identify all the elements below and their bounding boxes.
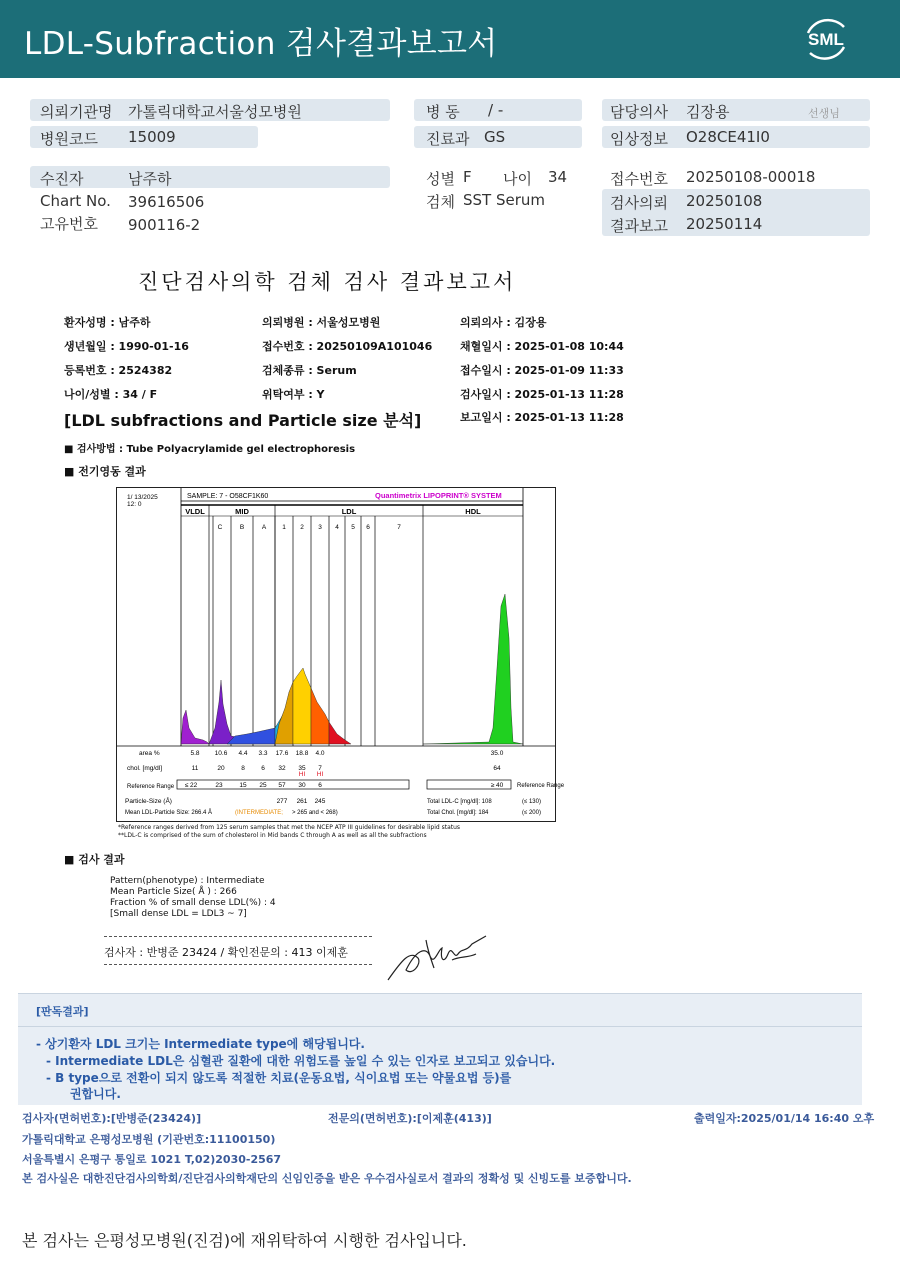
age-label: 나이	[503, 170, 532, 188]
signer-divider-top	[104, 936, 372, 937]
area-value: 3.3	[258, 750, 268, 757]
band-sub-label: B	[239, 524, 245, 531]
consign-line: 위탁여부 : Y	[262, 388, 325, 401]
printed-date: 출력일자:2025/01/14 16:40 오후	[694, 1112, 875, 1125]
band-sub-label: 4	[335, 524, 339, 531]
ref-row-label-right: Reference Range	[517, 783, 565, 789]
receipt-no-line: 접수번호 : 20250109A101046	[262, 340, 433, 353]
unique-no-value: 900116-2	[128, 216, 201, 234]
sex-label: 성별	[426, 170, 455, 188]
chart-note-1: *Reference ranges derived from 125 serum samples that met the NCEP ATP III guidelines for desirable lipid status	[118, 824, 461, 831]
receipt-time-line: 접수일시 : 2025-01-09 11:33	[460, 364, 624, 377]
band-sub-label: 6	[366, 524, 370, 531]
total-chol-ref: (≤ 200)	[522, 810, 541, 816]
sex-value: F	[463, 168, 472, 186]
test-time-line: 검사일시 : 2025-01-13 11:28	[460, 388, 624, 401]
ref-value: ≥ 40	[490, 782, 504, 789]
judgement-divider	[18, 1026, 862, 1027]
band-sub-label: 2	[300, 524, 304, 531]
req-doctor-line: 의뢰의사 : 김장용	[460, 316, 547, 329]
chol-value: 35	[298, 765, 306, 772]
sml-logo	[800, 13, 852, 65]
lipoprint-svg	[117, 488, 565, 821]
collect-time-line: 채혈일시 : 2025-01-08 10:44	[460, 340, 624, 353]
area-value: 18.8	[295, 750, 309, 757]
hospital-code-value: 15009	[128, 128, 176, 146]
size-row-label: Particle-Size (Å)	[125, 798, 172, 805]
band-label-ldl: LDL	[341, 507, 357, 516]
clinical-value: O28CE41I0	[686, 128, 770, 146]
result-heading: ■ 검사 결과	[64, 853, 125, 866]
ref-row-label: Reference Range	[127, 784, 175, 790]
band-label-vldl: VLDL	[185, 507, 205, 516]
chol-row-label: chol. [mg/dl]	[127, 765, 163, 772]
band-sub-label: A	[261, 524, 267, 531]
judgement-heading: [판독결과]	[36, 1005, 89, 1018]
chol-value: 8	[241, 765, 245, 772]
mean-type: (INTERMEDIATE;	[235, 810, 283, 816]
mean-size-label: Mean LDL-Particle Size: 266.4 Å	[125, 810, 213, 816]
judgement-panel	[18, 993, 862, 1105]
footer-hospital: 가톨릭대학교 은평성모병원 (기관번호:11100150)	[22, 1133, 276, 1146]
examiner-license: 검사자(면허번호):[반병준(23424)]	[22, 1112, 202, 1125]
area-value: 10.6	[214, 750, 228, 757]
signer-divider-bottom	[104, 964, 372, 965]
area-value: 5.8	[190, 750, 200, 757]
chol-value: 6	[261, 765, 265, 772]
total-chol: Total Chol. [mg/dl]: 184	[427, 810, 489, 816]
size-value: 277	[276, 798, 288, 805]
peak-ldl5	[329, 722, 351, 744]
peak-mid-b	[227, 728, 275, 744]
result-pattern: Pattern(phenotype) : Intermediate	[110, 876, 265, 886]
ward-value: / -	[488, 101, 504, 119]
band-sub-label: 7	[397, 524, 401, 531]
band-sub-label: 1	[282, 524, 286, 531]
size-value: 261	[296, 798, 308, 805]
ward-label: 병 동	[426, 103, 460, 121]
peak-ldl3	[293, 668, 311, 744]
band-label-mid: MID	[235, 507, 249, 516]
ref-value: ≤ 22	[184, 782, 198, 789]
area-value: 4.4	[238, 750, 248, 757]
dept-label: 진료과	[426, 130, 470, 148]
judgement-line-4: 권합니다.	[70, 1087, 121, 1101]
ref-value: 57	[278, 782, 286, 789]
footer-address: 서울특별시 은평구 통일로 1021 T,02)2030-2567	[22, 1153, 282, 1166]
result-sd-ldl: [Small dense LDL = LDL3 ~ 7]	[110, 909, 247, 919]
area-value: 17.6	[275, 750, 289, 757]
receipt-value: 20250108-00018	[686, 168, 816, 186]
bottom-note: 본 검사는 은평성모병원(진검)에 재위탁하여 시행한 검사입니다.	[22, 1231, 467, 1250]
age-value: 34	[548, 168, 568, 186]
age-sex-line: 나이/성별 : 34 / F	[64, 388, 158, 401]
clinical-label: 임상정보	[610, 130, 668, 148]
chart-note-2: **LDL-C is comprised of the sum of cholesterol in Mid bands C through A as well as all the subfractions	[118, 832, 427, 839]
receipt-label: 접수번호	[610, 170, 668, 188]
signer-line: 검사자 : 반병준 23424 / 확인전문의 : 413 이제훈	[104, 946, 348, 959]
chol-value: 20	[217, 765, 225, 772]
specimen-label: 검체	[426, 193, 455, 211]
size-value: 245	[314, 798, 326, 805]
peak-vldl	[181, 710, 209, 744]
chart-no-value: 39616506	[128, 193, 205, 211]
logo-text: SML	[808, 30, 844, 49]
patient-label: 수진자	[40, 170, 84, 188]
report-value: 20250114	[686, 215, 763, 233]
chol-value: 64	[493, 765, 501, 772]
signature	[382, 930, 492, 985]
institution-value: 가톨릭대학교서울성모병원	[128, 103, 302, 121]
chart-time: 12: 0	[127, 501, 142, 508]
band-sub-label: C	[217, 524, 223, 531]
request-label: 검사의뢰	[610, 194, 668, 212]
chol-value: 32	[278, 765, 286, 772]
method-line: ■ 검사방법 : Tube Polyacrylamide gel electrophoresis	[64, 444, 356, 455]
chart-no-label: Chart No.	[40, 192, 111, 210]
lipoprint-chart	[116, 487, 565, 822]
institution-label: 의뢰기관명	[40, 103, 113, 121]
birth-line: 생년월일 : 1990-01-16	[64, 340, 189, 353]
total-ldl-ref: (≤ 130)	[522, 799, 541, 805]
report-title: LDL-Subfraction 검사결과보고서	[24, 26, 498, 62]
request-value: 20250108	[686, 192, 763, 210]
band-sub-label: 3	[318, 524, 322, 531]
patient-name-line: 환자성명 : 남주하	[64, 316, 151, 329]
area-value: 35.0	[490, 750, 504, 757]
chol-value: 7	[318, 765, 322, 772]
peak-hdl	[423, 594, 523, 744]
result-mean-size: Mean Particle Size( Å ) : 266	[110, 887, 237, 897]
req-hospital-line: 의뢰병원 : 서울성모병원	[262, 316, 381, 329]
ref-value: 23	[215, 782, 223, 789]
ref-value: 6	[318, 782, 322, 789]
band-label-hdl: HDL	[465, 507, 481, 516]
chart-system: Quantimetrix LIPOPRINT® SYSTEM	[375, 491, 502, 500]
ref-value: 30	[298, 782, 306, 789]
total-ldl: Total LDL-C [mg/dl]: 108	[427, 799, 492, 805]
chol-value: 11	[191, 765, 199, 772]
hi-flag: HI	[298, 771, 306, 778]
area-value: 4.0	[315, 750, 325, 757]
report-label: 결과보고	[610, 217, 668, 235]
unique-no-label: 고유번호	[40, 215, 98, 233]
hi-flag: HI	[316, 771, 324, 778]
peak-ldl2	[275, 682, 293, 744]
dept-value: GS	[484, 128, 506, 146]
judgement-line-3: - B type으로 전환이 되지 않도록 적절한 치료(운동요법, 식이요법 또는 약물요법 등)를	[46, 1071, 512, 1085]
specimen-value: SST Serum	[463, 191, 546, 209]
band-sub-label: 5	[351, 524, 355, 531]
specimen-type-line: 검체종류 : Serum	[262, 364, 357, 377]
peak-ldl4	[311, 688, 329, 744]
report-time-line: 보고일시 : 2025-01-13 11:28	[460, 411, 624, 424]
patient-value: 남주하	[128, 170, 172, 188]
report-header	[0, 0, 900, 78]
hospital-code-label: 병원코드	[40, 130, 98, 148]
chart-sample: SAMPLE: 7 - O58CF1K60	[187, 493, 269, 500]
electrophoresis-heading: ■ 전기영동 결과	[64, 465, 146, 478]
mean-range: > 265 and < 268)	[292, 810, 338, 816]
footer-certification: 본 검사실은 대한진단검사의학회/진단검사의학재단의 신임인증을 받은 우수검사실로서 결과의 정확성 및 신빙도를 보증합니다.	[22, 1172, 632, 1185]
specialist-license: 전문의(면허번호):[이제훈(413)]	[328, 1112, 492, 1125]
doctor-value: 김장용	[686, 103, 730, 121]
judgement-line-2: - Intermediate LDL은 심혈관 질환에 대한 위험도를 높일 수 있는 인자로 보고되고 있습니다.	[46, 1054, 556, 1068]
inner-report-title: 진단검사의학 검체 검사 결과보고서	[138, 270, 517, 294]
area-row-label: area %	[139, 750, 160, 757]
reg-no-line: 등록번호 : 2524382	[64, 364, 173, 377]
result-fraction: Fraction % of small dense LDL(%) : 4	[110, 898, 276, 908]
chart-date: 1/ 13/2025	[127, 494, 158, 501]
doctor-suffix: 선생님	[808, 107, 840, 120]
ref-value: 25	[259, 782, 267, 789]
analysis-subtitle: [LDL subfractions and Particle size 분석]	[64, 411, 422, 430]
judgement-line-1: - 상기환자 LDL 크기는 Intermediate type에 해당됩니다.	[36, 1037, 365, 1051]
doctor-label: 담당의사	[610, 103, 668, 121]
ref-value: 15	[239, 782, 247, 789]
patient-bar	[30, 166, 390, 188]
